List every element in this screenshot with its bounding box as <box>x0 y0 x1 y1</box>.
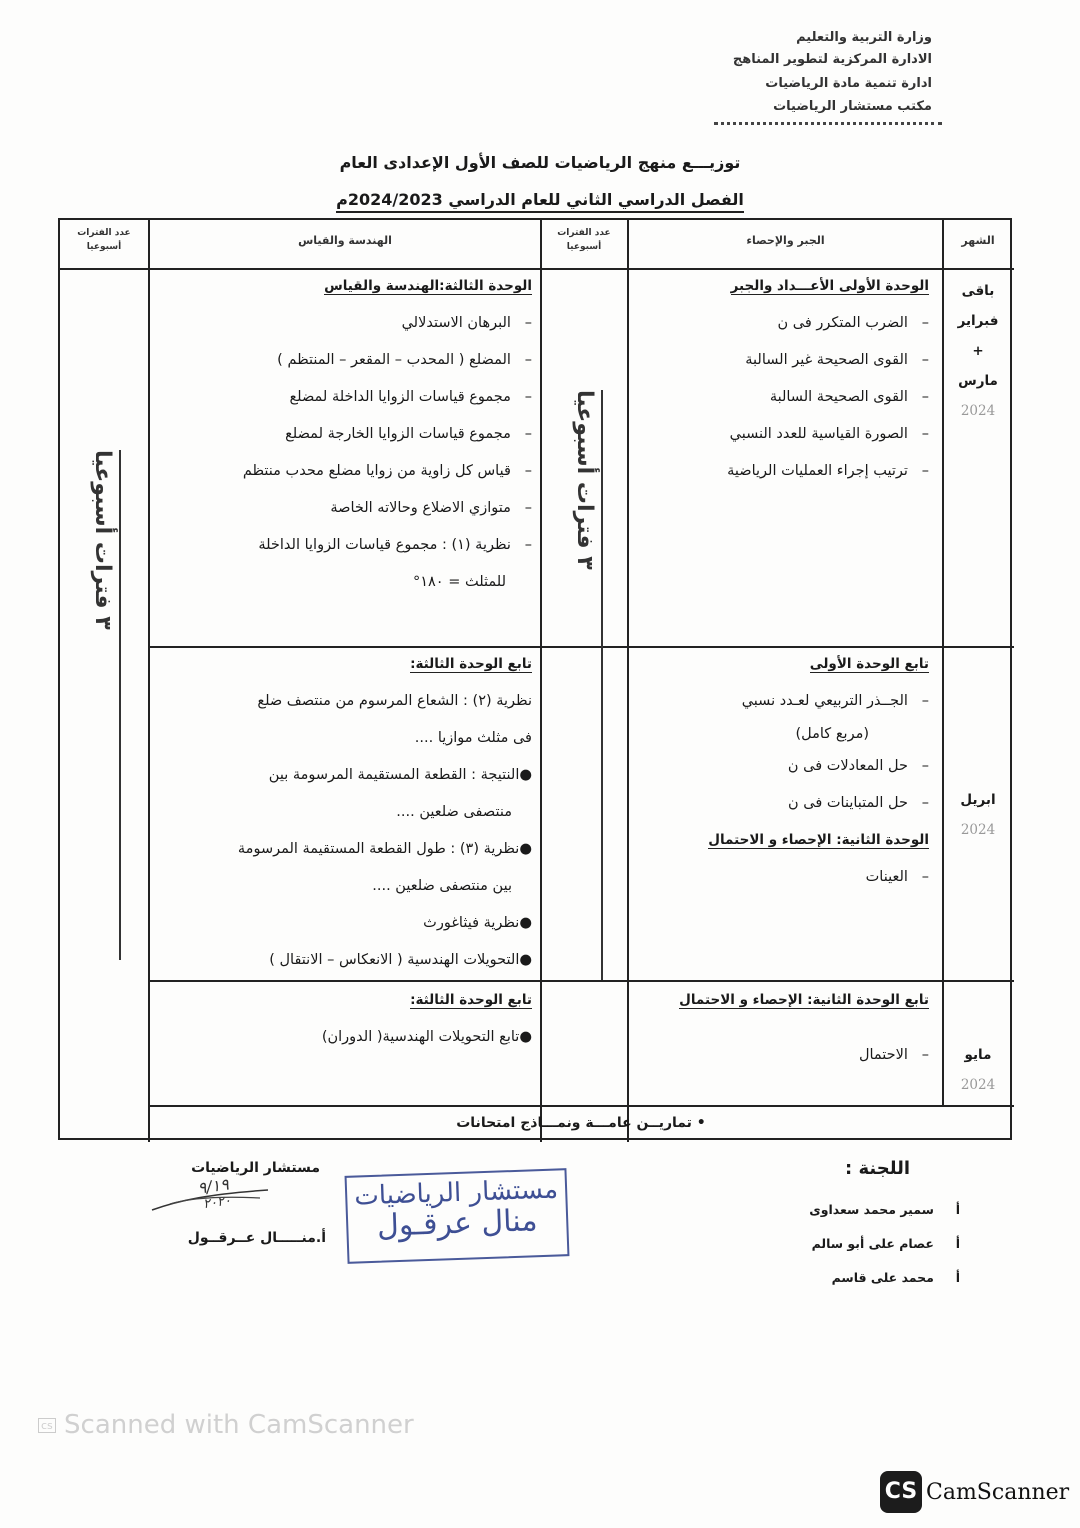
committee-member: أ عصام على أبو سالم <box>811 1236 960 1251</box>
geometry-unit3-continued <box>152 646 532 979</box>
unit-heading: تابع الوحدة الثالثة: <box>410 992 532 1008</box>
advisor-role: مستشار الرياضيات <box>191 1160 320 1176</box>
office-line: مكتب مستشار الرياضيات <box>773 99 932 114</box>
committee-title: اللجنة : <box>845 1158 910 1179</box>
list-item: – الجــذر التربيعي لعـدد نسبي <box>741 693 929 709</box>
list-item: – البرهان الاستدلالي <box>401 315 532 331</box>
committee-member: أ محمد على قاسم <box>831 1270 960 1285</box>
document-subtitle: الفصل الدراسي الثاني للعام الدراسي 2024/2023م <box>0 190 1080 209</box>
header-dotted-divider <box>714 122 942 125</box>
unit-heading: تابع الوحدة الثالثة: <box>410 656 532 672</box>
algebra-unit2-continued <box>629 982 929 1074</box>
camscanner-brand: CamScanner <box>926 1480 1070 1505</box>
list-item: (مربع كامل) <box>795 726 869 742</box>
committee-member: أ سمير محمد سعداوى <box>809 1202 960 1217</box>
ministry-line: وزارة التربية والتعليم <box>796 30 932 45</box>
month-april: ابريل 2024 <box>960 792 996 838</box>
list-item: ●النتيجة : القطعة المستقيمة المرسومة بين <box>268 767 532 783</box>
col-header-month: الشهر <box>961 234 995 247</box>
list-item: ●نظرية فيثاغورث <box>423 915 532 931</box>
camscanner-logo-icon: CS <box>880 1471 922 1513</box>
unit-heading: تابع الوحدة الأولى <box>809 656 929 672</box>
list-item: نظرية (٢) : الشعاع المرسوم من منتصف ضلع <box>257 693 532 709</box>
advisor-name: أ.منـــــال عــرقــول <box>187 1230 326 1246</box>
list-item: – المضلع ( المحدب – المقعر – المنتظم ) <box>277 352 532 368</box>
list-item: – القوى الصحيحة السالبة <box>769 389 929 405</box>
geometry-unit3-final <box>152 982 532 1056</box>
list-item: للمثلث = ١٨٠° <box>412 574 506 590</box>
col-header-periods-geometry: عدد الفترات أسبوعيا <box>77 228 131 252</box>
official-stamp: مستشار الرياضيات منال عرقـول <box>345 1168 570 1264</box>
camscanner-watermark: cs Scanned with CamScanner <box>38 1410 414 1440</box>
unit-heading: تابع الوحدة الثانية: الإحصاء و الاحتمال <box>679 992 929 1008</box>
list-item: – حل المتباينات فى ن <box>788 795 929 811</box>
list-item: ●نظرية (٣) : طول القطعة المستقيمة المرسومة <box>237 841 532 857</box>
list-item: – الصورة القياسية للعدد النسبي <box>729 426 929 442</box>
curriculum-table <box>58 218 1012 1140</box>
col-header-periods-algebra: عدد الفترات أسبوعيا <box>557 228 611 252</box>
month-may: مايو 2024 <box>960 1047 996 1093</box>
list-item: بين منتصفى ضلعين .... <box>372 878 512 894</box>
list-item: – مجموع قياسات الزوايا الخارجة لمضلع <box>285 426 532 442</box>
document-title: توزيـــع منهج الرياضيات للصف الأول الإعدادى العام <box>339 153 741 172</box>
list-item: – القوى الصحيحة غير السالبة <box>745 352 929 368</box>
list-item: – الضرب المتكرر فى ن <box>777 315 929 331</box>
directorate-line: الادارة المركزية لتطوير المناهج <box>732 52 932 67</box>
periods-per-week-algebra: ٣ فترات أسبوعيا <box>572 390 603 980</box>
list-item: – نظرية (١) : مجموع قياسات الزوايا الداخلة <box>258 537 532 553</box>
list-item: – قياس كل زاوية من زوايا مضلع محدب منتظم <box>242 463 532 479</box>
signature-scribble <box>150 1186 270 1216</box>
committee-list <box>720 1193 960 1295</box>
list-item: منتصفى ضلعين .... <box>396 804 512 820</box>
unit-heading: الوحدة الثانية: الإحصاء و الاحتمال <box>708 832 929 848</box>
algebra-unit1 <box>629 268 929 490</box>
col-header-algebra: الجبر والإحصاء <box>746 234 825 247</box>
handwritten-date: ٩/١٩ ٢٠٢٠ <box>196 1174 232 1213</box>
department-line: ادارة تنمية مادة الرياضيات <box>765 76 932 91</box>
list-item: فى مثلث موازيا .... <box>414 730 532 746</box>
list-item: – مجموع قياسات الزوايا الداخلة لمضلع <box>289 389 532 405</box>
list-item: ●تابع التحويلات الهندسية( الدوران) <box>321 1029 532 1045</box>
list-item: – متوازي الاضلاع وحالاته الخاصة <box>330 500 532 516</box>
col-header-geometry: الهندسة والقياس <box>298 234 392 247</box>
unit-heading: الوحدة الأولى الأعـــداد والجبر <box>730 278 929 294</box>
list-item: – حل المعادلات فى ن <box>787 758 929 774</box>
general-exercises-row: • تماريــن عامـــة ونمـــاذج امتحانات <box>456 1115 706 1131</box>
list-item: – العينات <box>865 869 929 885</box>
algebra-unit1-continued <box>629 646 929 896</box>
geometry-unit3 <box>152 268 532 601</box>
list-item: – ترتيب إجراء العمليات الرياضية <box>727 463 929 479</box>
unit-heading: الوحدة الثالثة:الهندسة والقياس <box>324 278 532 294</box>
list-item: – الاحتمال <box>858 1047 929 1063</box>
month-feb-mar: باقى فبراير + مارس 2024 <box>957 283 999 419</box>
periods-per-week-geometry: ٣ فترات أسبوعيا <box>90 450 121 960</box>
list-item: ●التحويلات الهندسية ( الانعكاس – الانتقال ) <box>269 952 532 968</box>
